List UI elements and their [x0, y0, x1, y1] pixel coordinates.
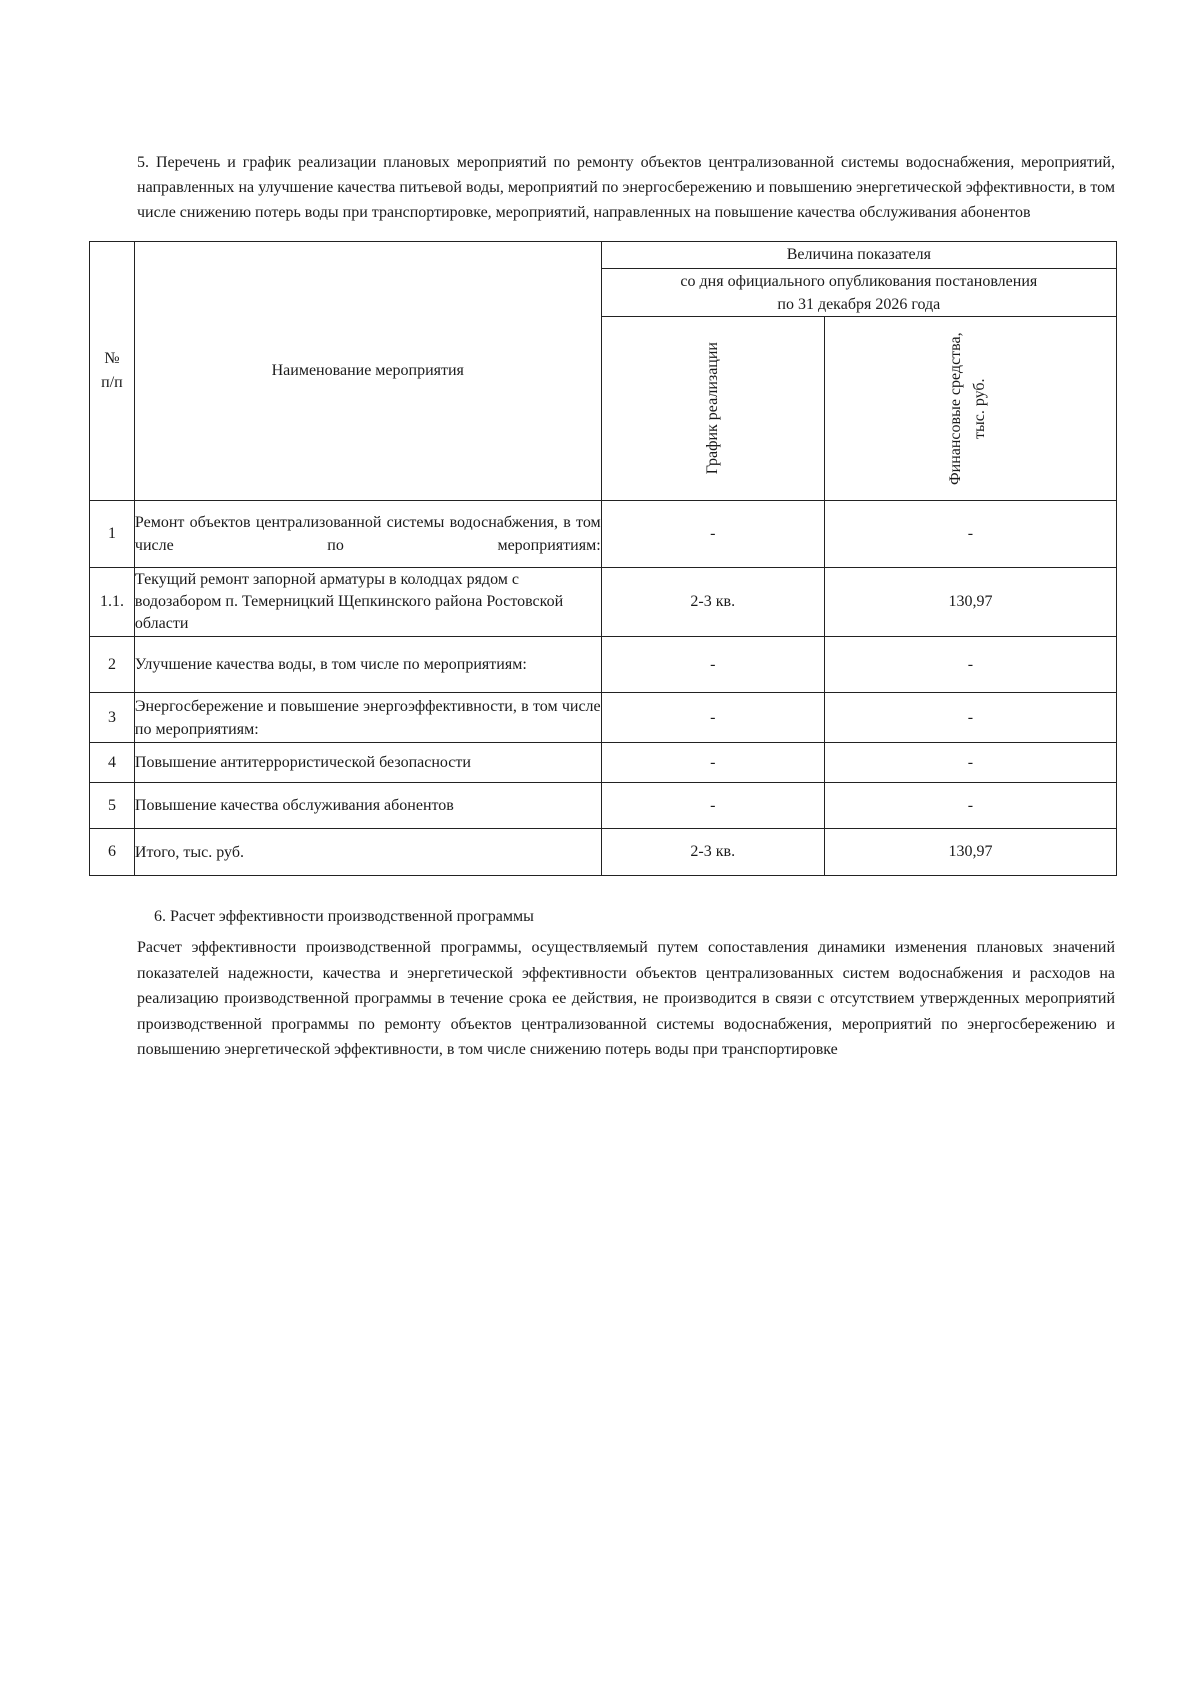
row-number: 3	[90, 693, 135, 743]
header-period-line2: по 31 декабря 2026 года	[777, 295, 941, 313]
row-schedule: -	[601, 637, 824, 693]
section-6-title: 6. Расчет эффективности производственной программы	[154, 908, 534, 925]
row-finance: 130,97	[824, 829, 1116, 876]
row-finance: -	[824, 637, 1116, 693]
header-schedule	[601, 317, 824, 501]
row-number: 2	[90, 637, 135, 693]
row-name-text: Ремонт объектов централизованной системы водоснабжения, в том числе по мероприятиям:	[134, 514, 601, 554]
table-row	[90, 501, 1117, 568]
row-number: 4	[90, 743, 135, 783]
table-row	[90, 693, 1117, 743]
row-name: Повышение качества обслуживания абонентов	[134, 783, 601, 829]
row-finance: 130,97	[824, 568, 1116, 637]
header-period	[601, 269, 1116, 317]
row-finance: -	[824, 501, 1116, 568]
header-period-line1: со дня официального опубликования постановления	[680, 272, 1038, 290]
row-finance: -	[824, 743, 1116, 783]
section-5-heading: 5. Перечень и график реализации плановых мероприятий по ремонту объектов централизованной системы водоснабжения, мероприятий, направленных на улучшение качества питьевой воды, мероприятий по энергосбережению и повышению энергетической эффективности, в том числе снижению потерь воды при транспортировке, мероприятий, направленных на повышение качества обслуживания абонентов	[137, 154, 1115, 221]
measures-table	[89, 241, 1117, 876]
row-number: 5	[90, 783, 135, 829]
header-number-label: № п/п	[101, 350, 123, 391]
table-row	[90, 783, 1117, 829]
table-row	[90, 568, 1117, 637]
header-schedule-label: График реализации	[703, 342, 721, 475]
row-name: Текущий ремонт запорной арматуры в колодцах рядом с водозабором п. Темерницкий Щепкинского района Ростовской области	[134, 568, 601, 637]
row-schedule: -	[601, 743, 824, 783]
row-name: Улучшение качества воды, в том числе по мероприятиям:	[134, 637, 601, 693]
row-number: 1.1.	[90, 568, 135, 637]
row-name	[134, 501, 601, 568]
row-finance: -	[824, 783, 1116, 829]
table-row	[90, 637, 1117, 693]
row-number: 6	[90, 829, 135, 876]
header-indicator: Величина показателя	[601, 242, 1116, 269]
row-name: Итого, тыс. руб.	[134, 829, 601, 876]
section-6-text: Расчет эффективности производственной программы, осуществляемый путем сопоставления динамики изменения плановых значений показателей надежности, качества и энергетической эффективности объектов централизованных систем водоснабжения и расходов на реализацию производственной программы в течение срока ее действия, не производится в связи с отсутствием утвержденных мероприятий производственной программы по ремонту объектов централизованной системы водоснабжения, мероприятий по энергосбережению и повышению энергетической эффективности, в том числе снижению потерь воды при транспортировке	[137, 939, 1115, 1058]
row-name: Повышение антитеррористической безопасности	[134, 743, 601, 783]
header-finance-label: Финансовые средства, тыс. руб.	[947, 332, 989, 485]
table-row-total	[90, 829, 1117, 876]
header-name: Наименование мероприятия	[134, 242, 601, 501]
table-header-row-1	[90, 242, 1117, 269]
row-schedule: -	[601, 501, 824, 568]
row-schedule: 2-3 кв.	[601, 568, 824, 637]
header-number	[90, 242, 135, 501]
row-schedule: -	[601, 693, 824, 743]
row-schedule: -	[601, 783, 824, 829]
header-finance	[824, 317, 1116, 501]
table-row	[90, 743, 1117, 783]
row-number: 1	[90, 501, 135, 568]
row-name: Энергосбережение и повышение энергоэффективности, в том числе по мероприятиям:	[134, 693, 601, 743]
row-schedule: 2-3 кв.	[601, 829, 824, 876]
row-finance: -	[824, 693, 1116, 743]
